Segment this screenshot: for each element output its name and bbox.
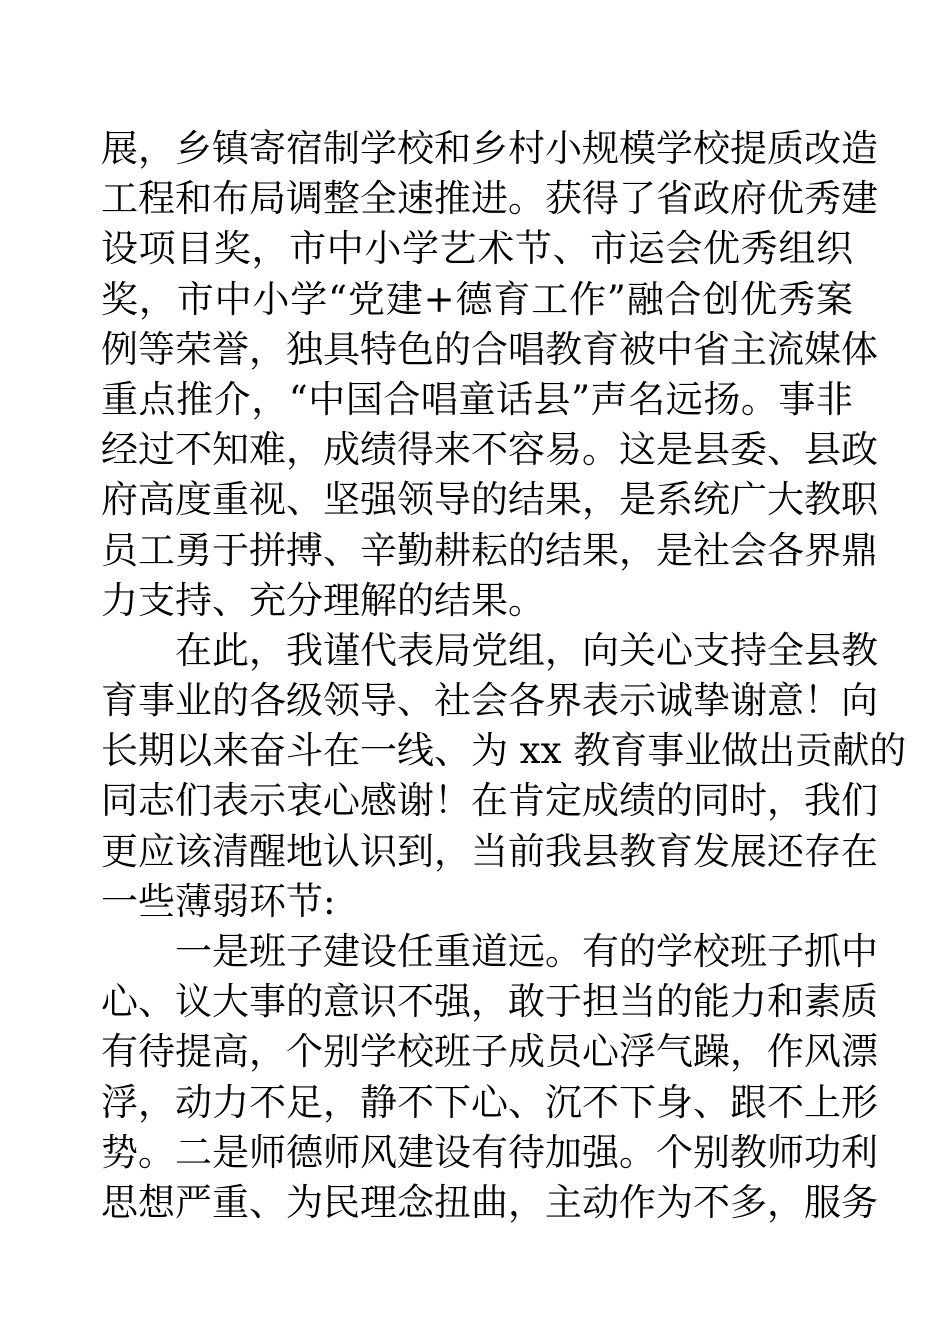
paragraph-1-line-7: 经过不知难，成绩得来不容易。这是县委、县政 [101,428,878,472]
paragraph-1-line-10: 力支持、充分理解的结果。 [101,578,545,622]
paragraph-2-line-6: 一些薄弱环节: [101,879,336,923]
paragraph-2-line-4: 同志们表示衷心感谢！在肯定成绩的同时，我们 [101,779,878,823]
paragraph-1-line-9: 员工勇于拼搏、辛勤耕耘的结果，是社会各界鼎 [101,528,878,572]
paragraph-3-line-5: 势。二是师德师风建设有待加强。个别教师功利 [101,1130,878,1174]
paragraph-3-line-3: 有待提高，个别学校班子成员心浮气躁，作风漂 [101,1030,878,1074]
paragraph-3 [101,927,878,1228]
paragraph-2-line-3: 长期以来奋斗在一线、为 xx 教育事业做出贡献的 [101,729,907,773]
paragraph-2-line-5: 更应该清醒地认识到，当前我县教育发展还存在 [101,829,878,873]
paragraph-1-line-4: 奖，市中小学“党建+德育工作”融合创优秀案 [101,277,853,321]
paragraph-1-line-3: 设项目奖，市中小学艺术节、市运会优秀组织 [101,227,853,271]
paragraph-3-line-2: 心、议大事的意识不强，敢于担当的能力和素质 [101,980,878,1024]
paragraph-1-line-5: 例等荣誉，独具特色的合唱教育被中省主流媒体 [101,327,878,371]
paragraph-3-line-6: 思想严重、为民理念扭曲，主动作为不多，服务 [101,1180,878,1224]
paragraph-1-line-1: 展，乡镇寄宿制学校和乡村小规模学校提质改造 [101,127,878,170]
document-body [101,124,907,1228]
paragraph-2-line-1: 在此，我谨代表局党组，向关心支持全县教 [175,628,878,672]
paragraph-1 [101,124,878,626]
paragraph-2 [101,626,907,927]
paragraph-1-line-8: 府高度重视、坚强领导的结果，是系统广大教职 [101,478,878,522]
paragraph-2-line-2: 育事业的各级领导、社会各界表示诚挚谢意！向 [101,679,878,723]
paragraph-1-line-2: 工程和布局调整全速推进。获得了省政府优秀建 [101,177,878,221]
paragraph-1-line-6: 重点推介，“中国合唱童话县”声名远扬。事非 [101,377,853,421]
paragraph-3-line-1: 一是班子建设任重道远。有的学校班子抓中 [175,930,878,973]
paragraph-3-line-4: 浮，动力不足，静不下心、沉不下身、跟不上形 [101,1080,878,1124]
